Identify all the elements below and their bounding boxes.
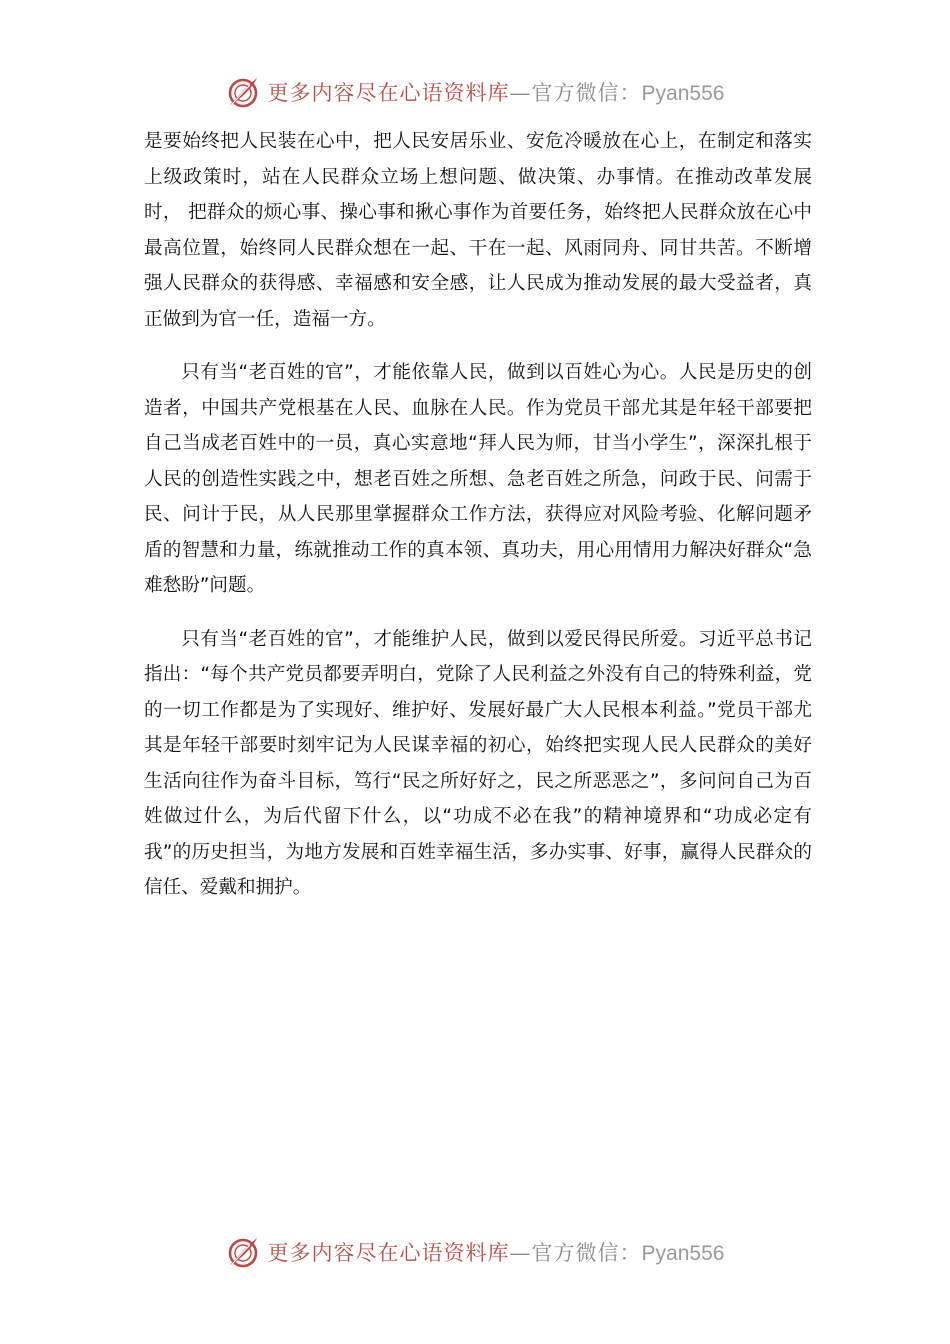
banner-official-label: 官方微信： bbox=[531, 1241, 642, 1265]
banner-official-label: 官方微信： bbox=[531, 81, 642, 105]
paragraph-1: 是要始终把人民装在心中，把人民安居乐业、安危冷暖放在心上，在制定和落实上级政策时，站在人民群众立场上想问题、做决策、办事情。在推动改革发展时， 把群众的烦心事、操心事和揪心事作为首要任务，始终把人民群众放在心中最高位置，始终同人民群众想在一起、干在一起、风雨同舟、同甘共苦。不断增强人民群众的获得感、幸福感和安全感，让人民成为推动发展的最大受益者，真正做到为官一任，造福一方。 bbox=[144, 131, 812, 330]
banner-dash: — bbox=[509, 1241, 532, 1265]
banner-dash: — bbox=[509, 81, 532, 105]
footer-banner bbox=[0, 1232, 950, 1272]
header-banner bbox=[0, 72, 950, 112]
banner-wechat-handle: Pyan556 bbox=[641, 1242, 725, 1265]
banner-wechat-handle: Pyan556 bbox=[641, 82, 725, 105]
quill-pen-logo-icon bbox=[226, 75, 260, 109]
document-body bbox=[144, 124, 812, 924]
banner-text bbox=[268, 77, 725, 107]
paragraph-3: 只有当“老百姓的官”，才能维护人民，做到以爱民得民所爱。习近平总书记指出：“每个共产党员都要弄明白，党除了人民利益之外没有自己的特殊利益，党的一切工作都是为了实现好、维护好、发展好最广大人民根本利益。”党员干部尤其是年轻干部要时刻牢记为人民谋幸福的初心，始终把实现人民人民群众的美好生活向往作为奋斗目标，笃行“民之所好好之，民之所恶恶之”，多问问自己为百姓做过什么，为后代留下什么，以“功成不必在我”的精神境界和“功成必定有我”的历史担当，为地方发展和百姓幸福生活，多办实事、好事，赢得人民群众的信任、爱戴和拥护。 bbox=[144, 628, 812, 898]
banner-brand-text: 更多内容尽在心语资料库 bbox=[267, 81, 510, 105]
paragraph-2: 只有当“老百姓的官”，才能依靠人民，做到以百姓心为心。人民是历史的创造者，中国共产党根基在人民、血脉在人民。作为党员干部尤其是年轻干部要把自己当成老百姓中的一员，真心实意地“拜人民为师，甘当小学生”，深深扎根于人民的创造性实践之中，想老百姓之所想、急老百姓之所急，问政于民、问需于民、问计于民，从人民那里掌握群众工作方法，获得应对风险考验、化解问题矛盾的智慧和力量，练就推动工作的真本领、真功夫，用心用情用力解决好群众“急难愁盼”问题。 bbox=[144, 362, 812, 596]
banner-brand-text: 更多内容尽在心语资料库 bbox=[267, 1241, 510, 1265]
quill-pen-logo-icon bbox=[226, 1235, 260, 1269]
banner-text bbox=[268, 1237, 725, 1267]
